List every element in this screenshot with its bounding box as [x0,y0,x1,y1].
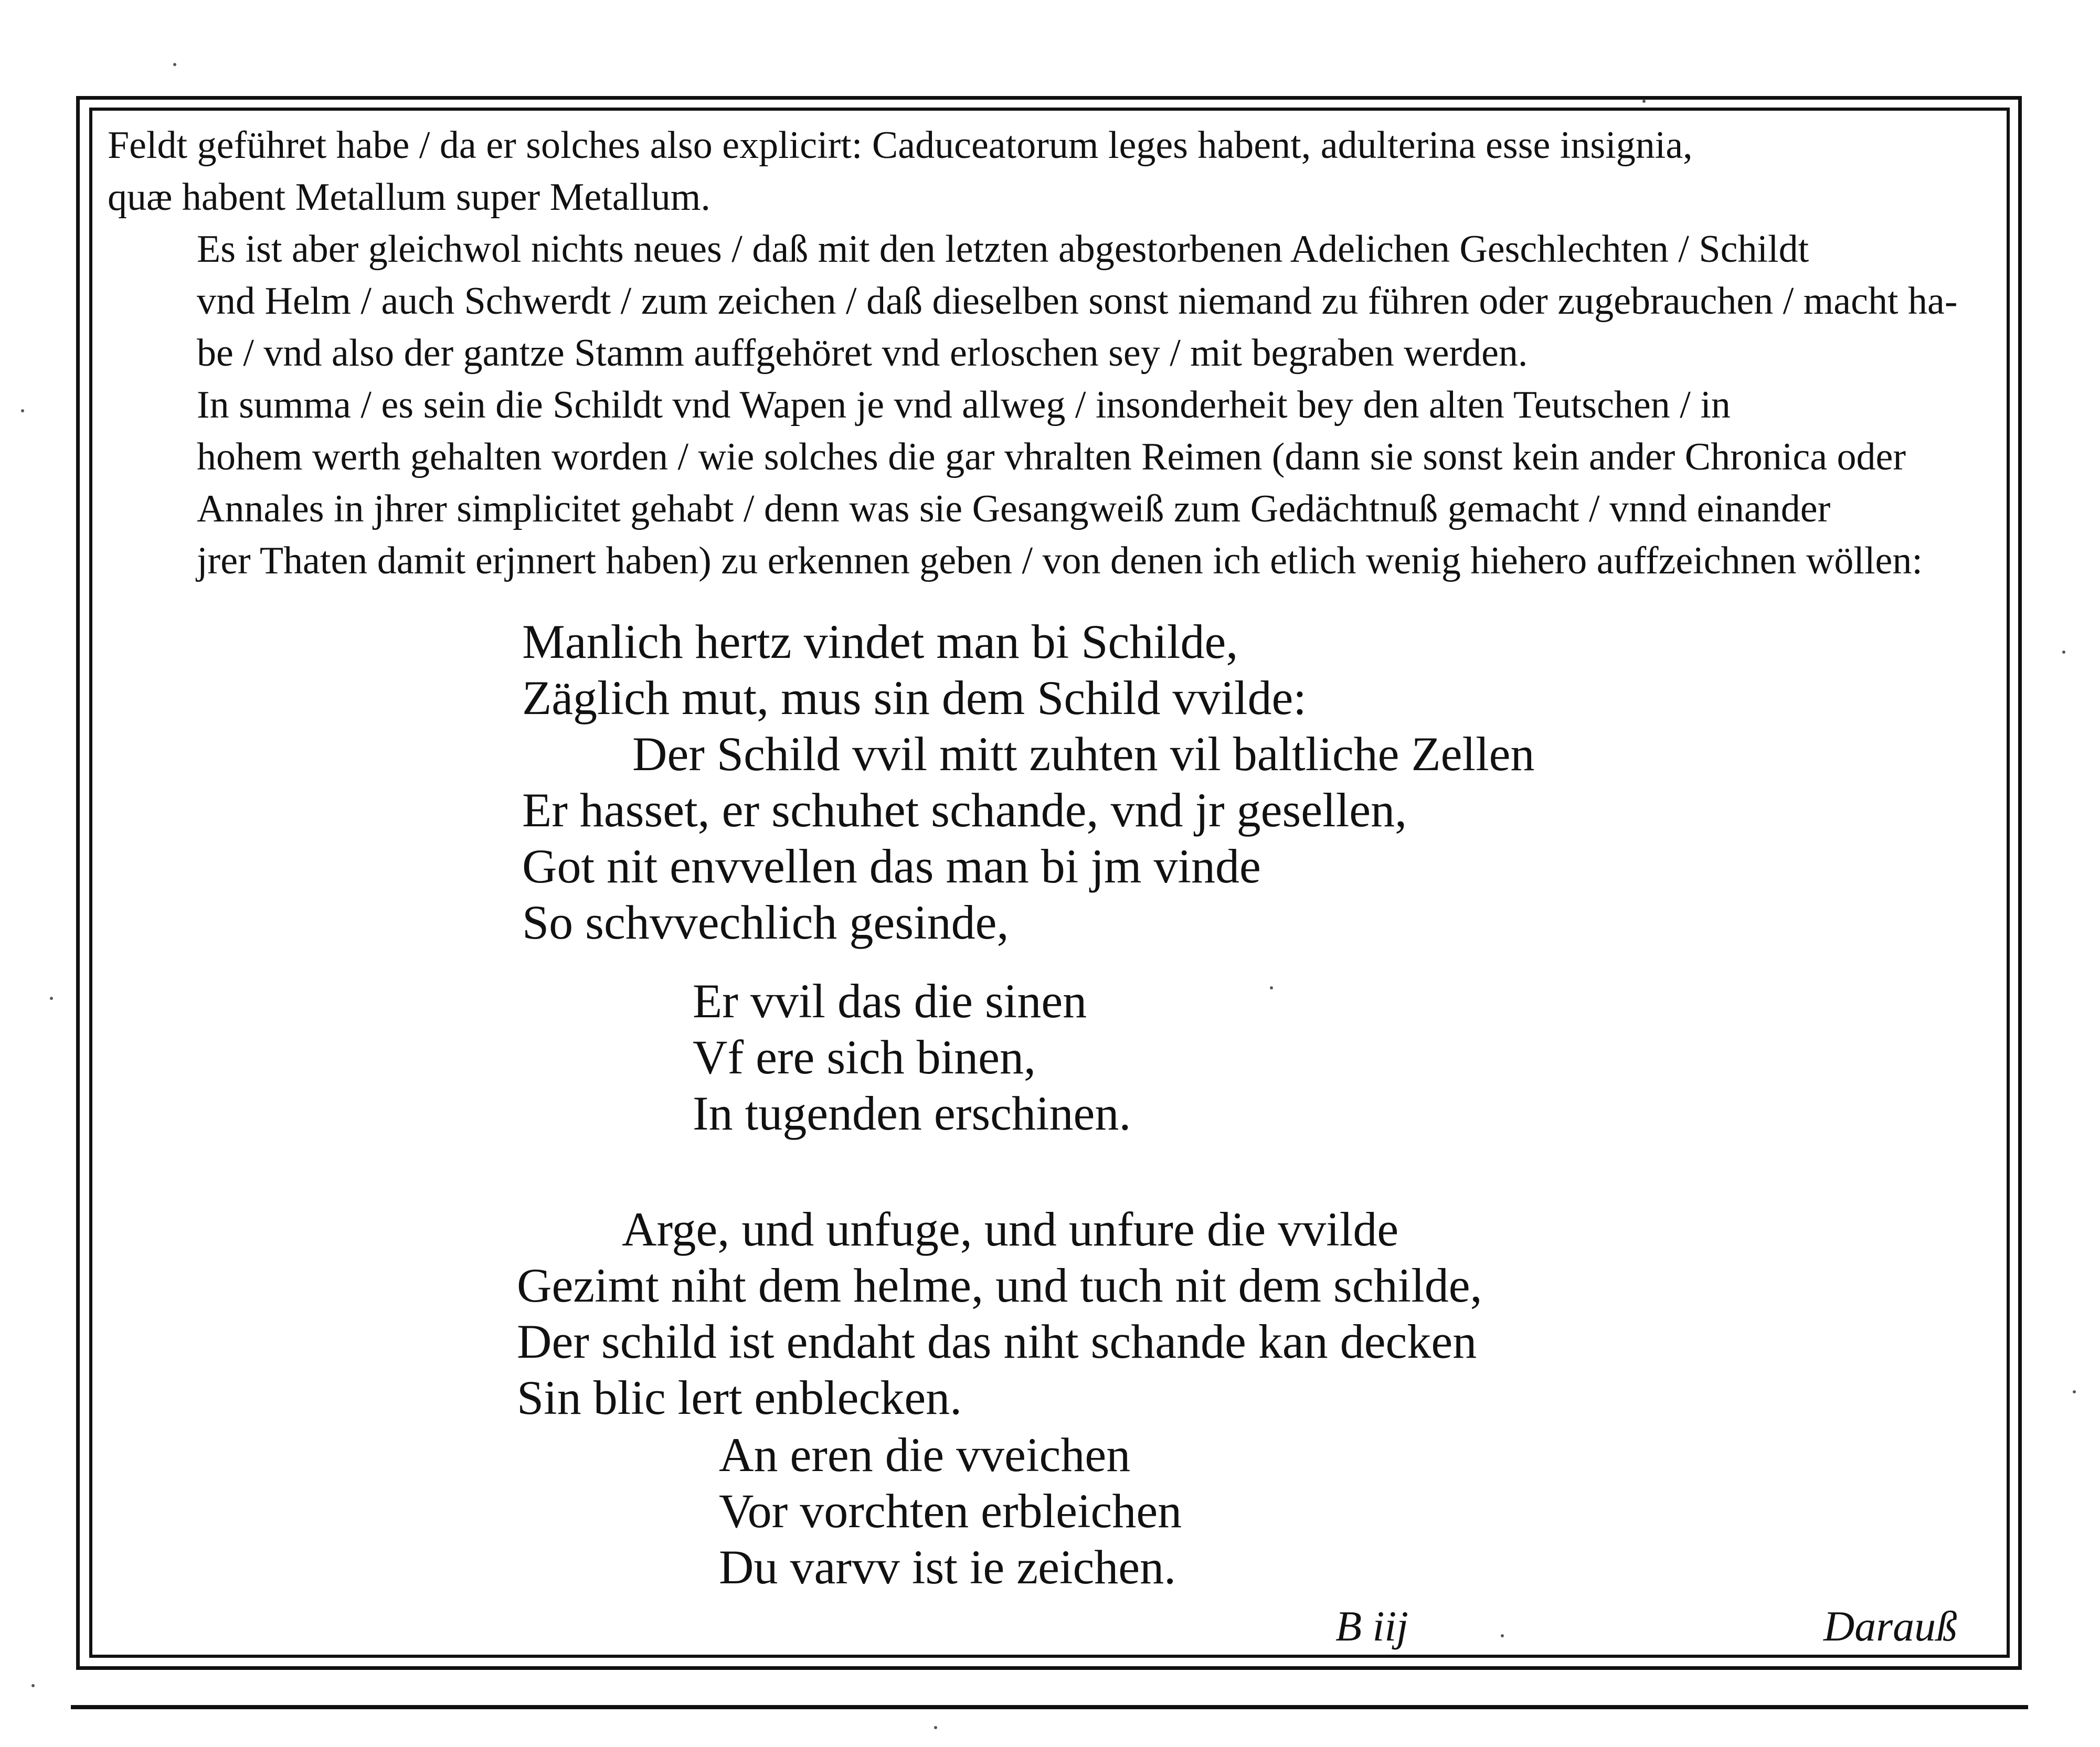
paragraph-1 [108,120,1997,223]
signature-mark: B iij [1335,1602,1408,1650]
verse-line: Arge, und unfuge, und unfure die vvilde [622,1202,1399,1256]
speck [2073,1390,2076,1393]
text-line: Es ist aber gleichwol nichts neues / daß mit den letzten abgestorbenen Adelichen Geschlechten / Schildt [197,228,1809,271]
text-line: vnd Helm / auch Schwerdt / zum zeichen / daß dieselben sonst niemand zu führen oder zugebrauchen / macht ha- [197,280,1958,323]
text-line: jrer Thaten damit erjnnert haben) zu erkennen geben / von denen ich etlich wenig hiehero auffzeichnen wöllen: [197,539,1923,582]
verse-line: Gezimt niht dem helme, und tuch nit dem schilde, [517,1259,1482,1312]
speck [934,1726,937,1729]
verse-line: Manlich hertz vindet man bi Schilde, [522,615,1238,668]
verse-line: Er vvil das die sinen [693,974,1087,1028]
speck [173,63,176,66]
verse-line: So schvvechlich gesinde, [522,896,1009,949]
speck [21,409,24,412]
text-line: In summa / es sein die Schildt vnd Wapen je vnd allweg / insonderheit bey den alten Teutschen / in [197,384,1731,427]
text-line: hohem werth gehalten worden / wie solches die gar vhralten Reimen (dann sie sonst kein ander Chronica oder [197,435,1906,478]
speck [31,1684,35,1687]
text-line: Annales in jhrer simplicitet gehabt / denn was sie Gesangweiß zum Gedächtnuß gemacht / vnnd einander [197,487,1831,530]
speck [1642,100,1646,103]
prose-block [108,120,1997,587]
verse-line: An eren die vveichen [719,1428,1131,1482]
text-line: be / vnd also der gantze Stamm auffgehöret vnd erloschen sey / mit begraben werden. [197,332,1528,375]
speck [1270,986,1273,989]
verse-stanza-4 [719,1427,1182,1595]
verse-line: Er hasset, er schuhet schande, vnd jr gesellen, [522,783,1407,837]
verse-line: In tugenden erschinen. [693,1086,1131,1140]
paragraph-2 [108,223,1997,379]
verse-line: Der schild ist endaht das niht schande kan decken [517,1315,1477,1368]
paragraph-3 [108,379,1997,587]
verse-line: Der Schild vvil mitt zuhten vil baltliche Zellen [632,727,1535,781]
text-line: quæ habent Metallum super Metallum. [108,176,710,219]
verse-line: Du varvv ist ie zeichen. [719,1540,1176,1594]
speck [50,997,53,1000]
verse-line: Vor vorchten erbleichen [719,1484,1182,1538]
verse-stanza-1 [522,614,1534,951]
verse-line: Zäglich mut, mus sin dem Schild vvilde: [522,671,1307,725]
catchword: Darauß [1823,1602,1958,1650]
speck [1501,1634,1504,1637]
speck [2062,651,2065,654]
verse-line: Sin blic lert enblecken. [517,1371,962,1424]
verse-line: Got nit envvellen das man bi jm vinde [522,839,1261,893]
verse-stanza-2 [693,973,1131,1142]
verse-line: Vf ere sich binen, [693,1030,1036,1084]
verse-stanza-3 [517,1201,1482,1426]
bottom-rule [71,1705,2028,1709]
text-line: Feldt geführet habe / da er solches also explicirt: Caduceatorum leges habent, adulterina esse insignia, [108,124,1693,167]
